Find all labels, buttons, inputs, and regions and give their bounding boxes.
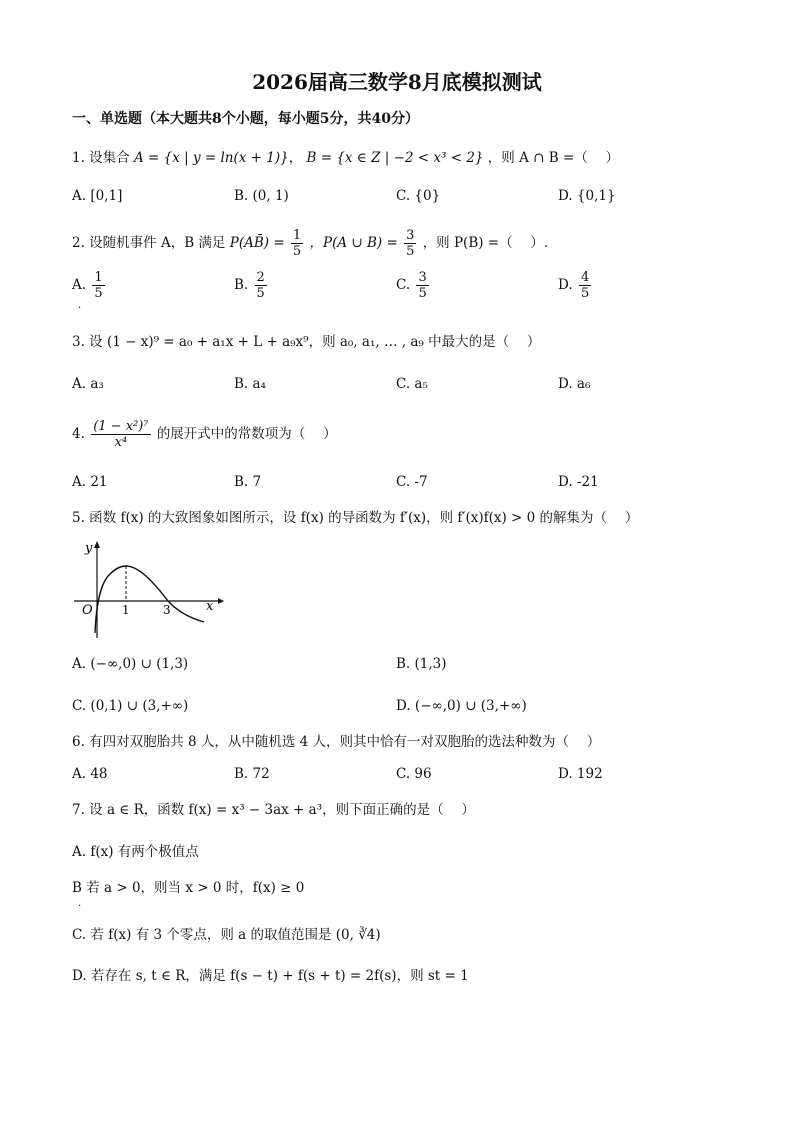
q4-prefix: 4. (72, 426, 85, 442)
origin-label: O (82, 603, 93, 618)
q1-option-a: A. [0,1] (72, 188, 123, 204)
q4-num: (1 − x²)⁷ (93, 419, 149, 434)
q1-set-a: A = {x | y = ln(x + 1)} (133, 150, 289, 166)
q4-suffix: 的展开式中的常数项为（ ） (156, 426, 337, 442)
q1-set-b: B = {x ∈ Z | −2 < x³ < 2} (306, 150, 484, 166)
q2-option-b-den: 5 (256, 286, 265, 301)
q2-prefix: 2. 设随机事件 A，B 满足 (72, 235, 226, 251)
q2-option-c (396, 270, 431, 301)
stray-dot: . (78, 300, 82, 311)
q2-frac1-den: 5 (292, 244, 302, 259)
question-6: 6. 有四对双胞胎共 8 人，从中随机选 4 人，则其中恰有一对双胞胎的选法种数为（ ） (72, 734, 601, 750)
q1-option-d: D. {0,1} (558, 188, 616, 204)
q2-option-a (72, 270, 107, 301)
q4-option-b: B. 7 (234, 474, 262, 490)
q4-option-d: D. -21 (558, 474, 599, 490)
function-graph (70, 538, 230, 643)
stray-dot-2: . (78, 898, 82, 909)
x-axis-arrow (218, 598, 224, 604)
q2-frac2-den: 5 (406, 244, 415, 259)
q1-option-b: B. (0, 1) (234, 188, 289, 204)
q1-prefix: 1. 设集合 (72, 150, 130, 166)
q6-option-a: A. 48 (72, 766, 108, 782)
q6-option-d: D. 192 (558, 766, 603, 782)
q2-option-b-label: B. (234, 277, 249, 293)
q5-option-b: B. (1,3) (396, 656, 447, 672)
tick-1-label: 1 (122, 603, 130, 617)
tick-3-label: 3 (163, 603, 171, 617)
question-3: 3. 设 (1 − x)⁹ = a₀ + a₁x + L + a₉x⁹，则 a₀, a₁, … , a₉ 中最大的是（ ） (72, 334, 541, 350)
question-2 (72, 228, 548, 259)
q2-expr1: P(AB̄) = (229, 235, 285, 251)
q2-suffix: ，则 P(B) =（ ）. (422, 235, 549, 251)
q2-option-a-den: 5 (94, 286, 103, 301)
question-1 (72, 148, 619, 168)
q4-fraction (91, 419, 150, 450)
q7-option-d: D. 若存在 s, t ∈ R，满足 f(s − t) + f(s + t) = 2f(s)，则 st = 1 (72, 968, 469, 984)
q2-option-c-label: C. (396, 277, 411, 293)
q3-option-c: C. a₅ (396, 376, 428, 392)
q6-option-c: C. 96 (396, 766, 432, 782)
q1-option-c: C. {0} (396, 188, 441, 204)
q1-suffix: ，则 A ∩ B =（ ） (487, 150, 620, 166)
q2-option-d-num: 4 (580, 270, 590, 285)
q2-frac-1 (291, 228, 303, 259)
q2-frac2-num: 3 (406, 228, 415, 243)
q3-option-b: B. a₄ (234, 376, 266, 392)
question-5: 5. 函数 f(x) 的大致图象如图所示，设 f(x) 的导函数为 f′(x)，则 f′(x)f(x) > 0 的解集为（ ） (72, 510, 639, 526)
x-label: x (206, 599, 214, 614)
q4-den: x⁴ (114, 435, 128, 450)
q2-option-b-num: 2 (256, 270, 265, 285)
q3-option-d: D. a₆ (558, 376, 591, 392)
q1-sep: ， (288, 150, 303, 166)
q4-option-c: C. -7 (396, 474, 428, 490)
q6-option-b: B. 72 (234, 766, 270, 782)
q5-option-d: D. (−∞,0) ∪ (3,+∞) (396, 698, 527, 714)
q4-option-a: A. 21 (72, 474, 108, 490)
q2-option-a-num: 1 (94, 270, 103, 285)
question-7: 7. 设 a ∈ R，函数 f(x) = x³ − 3ax + a³，则下面正确的是（ ） (72, 802, 475, 818)
q2-mid: ，P(A ∪ B) = (309, 235, 398, 251)
q2-frac1-num: 1 (292, 228, 302, 243)
q2-option-d-den: 5 (580, 286, 590, 301)
q3-option-a: A. a₃ (72, 376, 104, 392)
q5-option-c: C. (0,1) ∪ (3,+∞) (72, 698, 189, 714)
q7-option-a: A. f(x) 有两个极值点 (72, 844, 199, 860)
q2-option-c-num: 3 (418, 270, 427, 285)
q2-option-d (558, 270, 593, 301)
page-title: 2026届高三数学8月底模拟测试 (252, 70, 542, 94)
q2-option-b (234, 270, 269, 301)
q2-option-d-label: D. (558, 277, 573, 293)
q2-frac-2 (404, 228, 416, 259)
curve (95, 566, 204, 633)
y-axis-arrow (94, 541, 100, 548)
question-4 (72, 414, 337, 454)
q7-option-b: B 若 a > 0，则当 x > 0 时，f(x) ≥ 0 (72, 880, 305, 896)
y-label: y (85, 541, 93, 556)
q7-option-c: C. 若 f(x) 有 3 个零点，则 a 的取值范围是 (0, ∛4) (72, 927, 381, 943)
q5-option-a: A. (−∞,0) ∪ (1,3) (72, 656, 189, 672)
q2-option-c-den: 5 (418, 286, 427, 301)
q2-option-a-label: A. (72, 277, 87, 293)
section-heading: 一、单选题（本大题共8个小题，每小题5分，共40分） (72, 111, 419, 127)
